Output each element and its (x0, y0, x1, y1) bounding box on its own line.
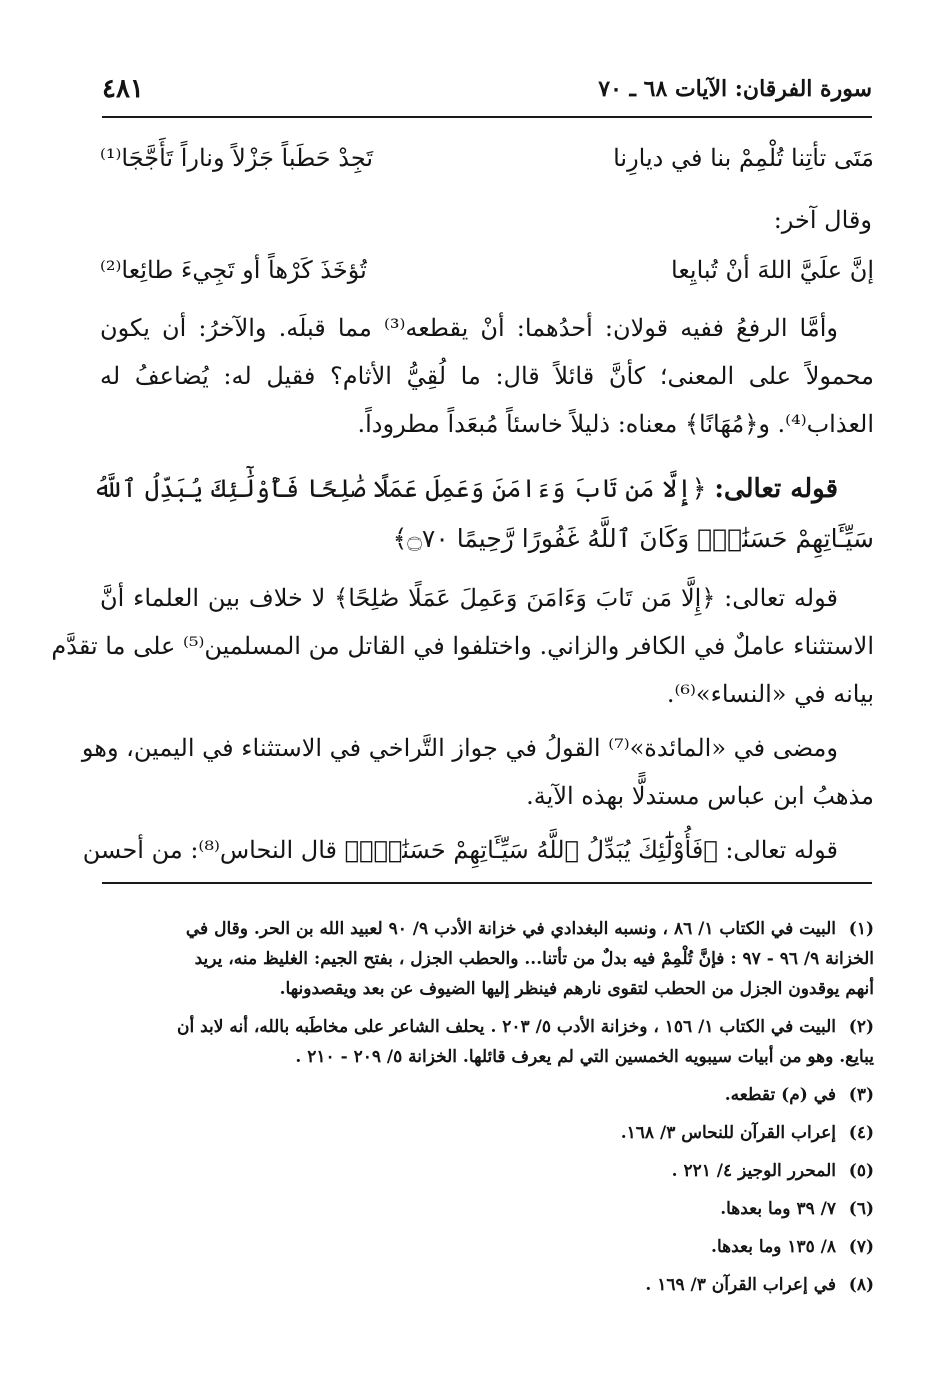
footnote-text: الخزانة ٩/ ٩٦ - ٩٧ : فإنَّ تُلْمِمْ فيه بدلٌ من تأتنا... والحطب الجزل ، بفتح الجيم: الغليظ منه، يريد (194, 949, 874, 969)
footnote-text: البيت في الكتاب ١/ ١٥٦ ، وخزانة الأدب ٥/ ٢٠٣ . يحلف الشاعر على مخاطَبه بالله، أنه لابد أن (176, 1017, 836, 1037)
footnote-text: أنهم يوقدون الجزل من الحطب لتقوى نارهم فينظر إليها الضيوف عن بعد ويقصدونها. (279, 979, 874, 999)
footnote-4 (104, 1123, 874, 1143)
footnote-text: إعراب القرآن للنحاس ٣/ ١٦٨. (620, 1123, 836, 1143)
footnote-8 (104, 1275, 874, 1295)
hemistich-first: مَتَى تأتِنا تُلْمِمْ بنا في ديارِنا (613, 144, 874, 172)
footnote-text: المحرر الوجيز ٤/ ٢٢١ . (671, 1161, 836, 1181)
footnote-text: البيت في الكتاب ١/ ٨٦ ، ونسبه البغدادي في خزانة الأدب ٩/ ٩٠ لعبيد الله بن الحر. وقال في (185, 919, 836, 939)
paragraph-line: ومضى في «المائدة»⁽⁷⁾ القولُ في جواز التَّراخي في الاستثناء في اليمين، وهو (81, 734, 838, 762)
paragraph-line: قوله تعالى: ﴿إِلَّا مَن تَابَ وَءَامَنَ وَعَمِلَ عَمَلًا صَٰلِحًا﴾ لا خلاف بين العلماء أنَّ (100, 584, 838, 612)
paragraph-line: بيانه في «النساء»⁽⁶⁾. (666, 680, 874, 708)
footnote-1-cont (104, 979, 874, 999)
footnote-number: (٢) (848, 1017, 874, 1037)
quote-intro: وقال آخر: (773, 206, 872, 234)
footnote-1 (104, 919, 874, 939)
paragraph-line: قوله تعالى: ﴿فَأُوْلَٰٓئِكَ يُبَدِّلُ ٱللَّهُ سَيِّـَٔاتِهِمْ حَسَنَٰتٍۗ﴾ قال النحاس⁽⁸⁾: من أحسن (82, 836, 838, 864)
footnote-text: ٧/ ٣٩ وما بعدها. (720, 1199, 836, 1219)
footnote-2-cont (104, 1047, 874, 1067)
footnote-number: (٨) (848, 1275, 874, 1295)
hemistich-second: تُؤخَذَ كَرْهاً أو تَجِيءَ طائِعا⁽²⁾ (100, 256, 367, 284)
footnote-number: (٦) (848, 1199, 874, 1219)
footnote-text: في إعراب القرآن ٣/ ١٦٩ . (645, 1275, 836, 1295)
running-title: سورة الفرقان: الآيات ٦٨ ـ ٧٠ (598, 76, 872, 102)
footnote-6 (104, 1199, 874, 1219)
main-text (51, 130, 874, 875)
footnote-7 (104, 1237, 874, 1257)
footnote-number: (٥) (848, 1161, 874, 1181)
footnote-3 (104, 1085, 874, 1105)
page-number: ٤٨١ (102, 74, 144, 104)
paragraph-line: العذاب⁽⁴⁾. و﴿مُهَانًا﴾ معناه: ذليلاً خاسئاً مُبعَداً مطروداً. (357, 410, 874, 438)
footnote-text: في (م) تقطعه. (724, 1085, 836, 1105)
paragraph-line: الاستثناء عاملٌ في الكافر والزاني. واختلفوا في القاتل من المسلمين⁽⁵⁾ على ما تقدَّم (51, 632, 874, 660)
paragraph-line: محمولاً على المعنى؛ كأنَّ قائلاً قال: ما لُقِيُّ الأثام؟ فقيل له: يُضاعفُ له (100, 362, 874, 390)
page-header (102, 70, 872, 118)
footnote-number: (٧) (848, 1237, 874, 1257)
footnote-number: (١) (848, 919, 874, 939)
paragraph-line: وأمَّا الرفعُ ففيه قولان: أحدُهما: أنْ يقطعه⁽³⁾ مما قبلَه. والآخرُ: أن يكون (100, 314, 838, 342)
footnote-1-cont (104, 949, 874, 969)
footnote-number: (٣) (848, 1085, 874, 1105)
footnote-5 (104, 1161, 874, 1181)
verse-heading (92, 474, 874, 504)
verse-heading-lead: قوله تعالى: (714, 474, 838, 504)
footnote-divider (102, 882, 872, 884)
hemistich-second: تَجِدْ حَطَباً جَزْلاً وناراً تَأَجَّجَا⁽¹⁾ (100, 144, 374, 172)
footnote-2 (104, 1017, 874, 1037)
footnote-text: ٨/ ١٣٥ وما بعدها. (711, 1237, 836, 1257)
quran-text: ﴿إِلَّا مَن تَابَ وَءَامَنَ وَعَمِلَ عَمَلًا صَٰلِحًا فَأُوْلَٰٓئِكَ يُبَدِّلُ ٱللَّهُ (92, 474, 707, 503)
quran-text: سَيِّـَٔاتِهِمْ حَسَنَٰتٍۗ وَكَانَ ٱللَّهُ غَفُورًا رَّحِيمًا ۝٧٠﴾ (392, 524, 874, 553)
hemistich-first: إنَّ علَيَّ اللهَ أنْ تُبايِعا (671, 256, 874, 284)
footnote-text: يبايع. وهو من أبيات سيبويه الخمسين التي لم يعرف قائلها. الخزانة ٥/ ٢٠٩ - ٢١٠ . (295, 1047, 874, 1067)
footnote-number: (٤) (848, 1123, 874, 1143)
paragraph-line: مذهبُ ابن عباس مستدلًّا بهذه الآية. (526, 782, 874, 810)
